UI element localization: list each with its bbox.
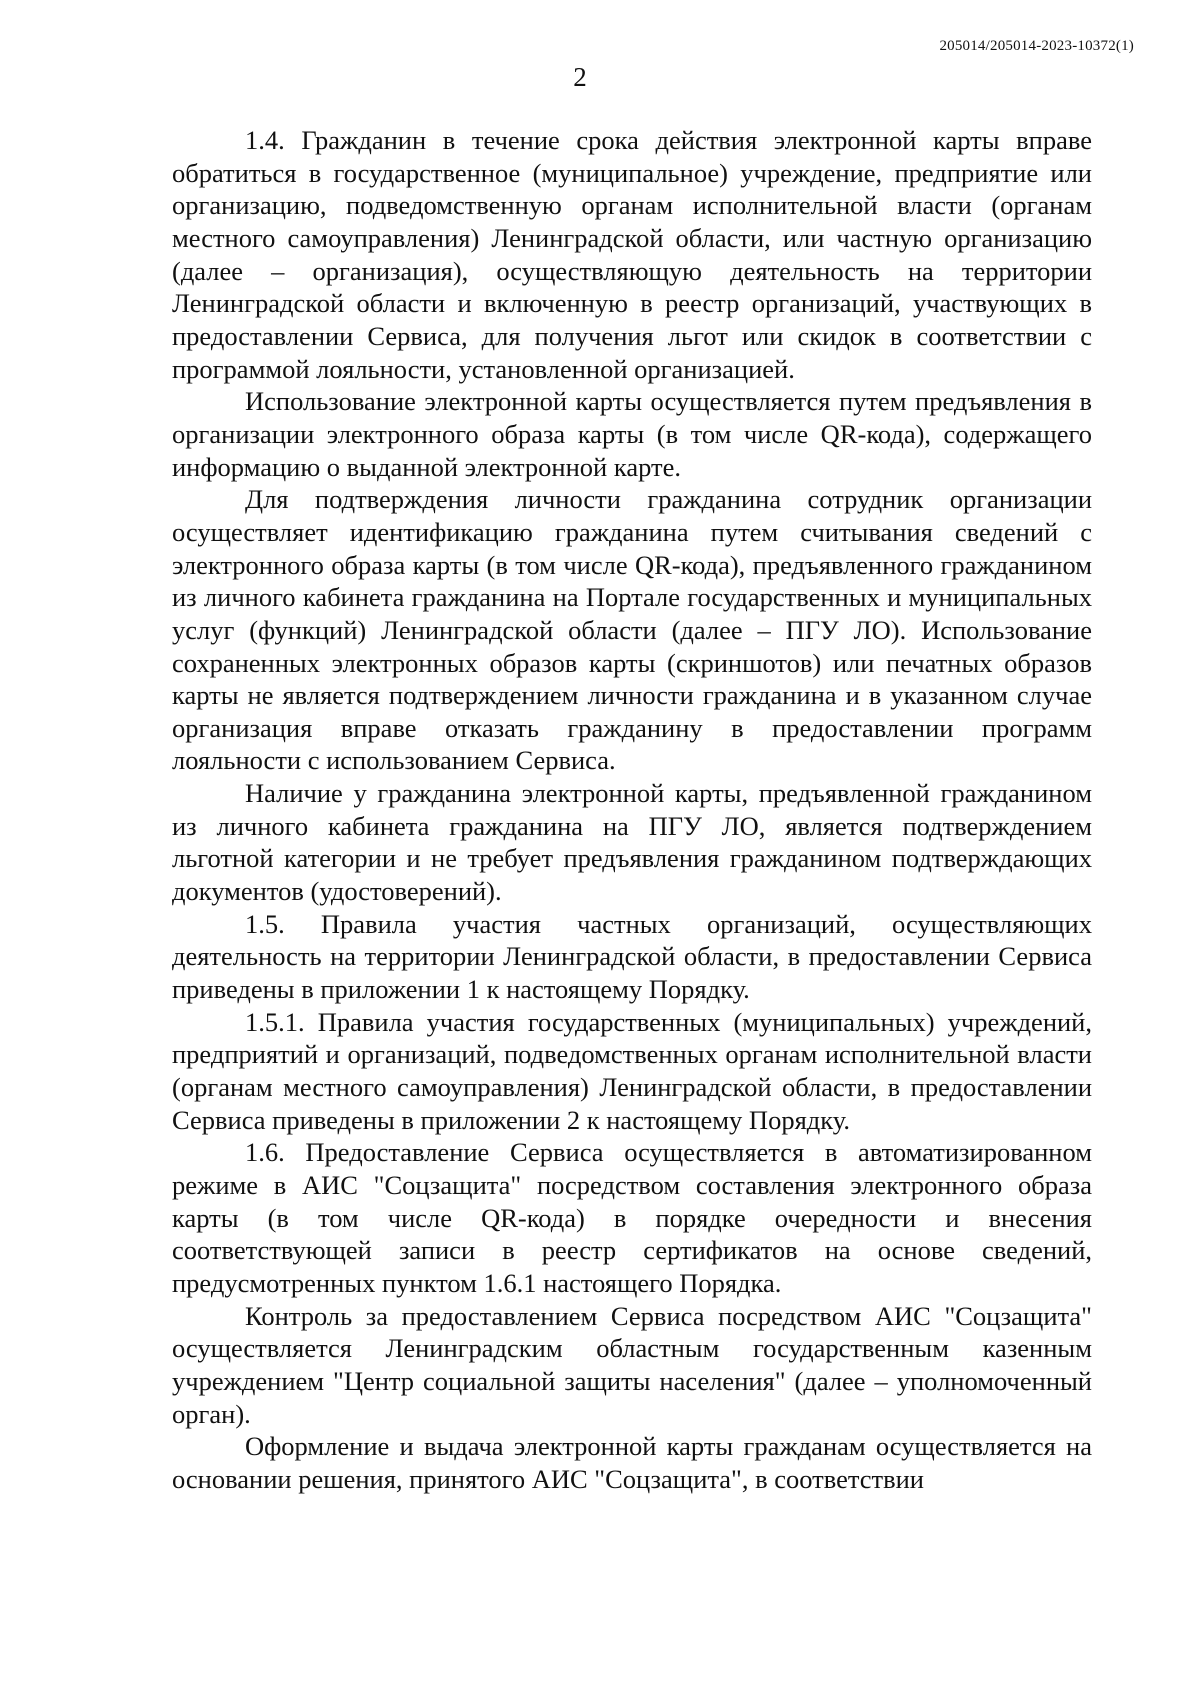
paragraph-identity-verification: Для подтверждения личности гражданина сотрудник организации осуществляет идентификацию гражданина путем считывания сведений с электронного образа карты (в том числе QR-кода), предъявленного гражданином из личного кабинета гражданина на Портале государственных и муниципальных услуг (функций) Ленинградской области (далее – ПГУ ЛО). Использование сохраненных электронных образов карты (скриншотов) или печатных образов карты не является подтверждением личности гражданина и в указанном случае организация вправе отказать гражданину в предоставлении программ лояльности с использованием Сервиса. <box>172 484 1092 776</box>
page-number: 2 <box>573 62 587 92</box>
document-id: 205014/205014-2023-10372(1) <box>939 38 1134 54</box>
paragraph-1-5-1: 1.5.1. Правила участия государственных (муниципальных) учреждений, предприятий и организаций, подведомственных органам исполнительной власти (органам местного самоуправления) Ленинградской области, в предоставлении Сервиса приведены в приложении 2 к настоящему Порядку. <box>172 1006 1092 1135</box>
paragraph-1-4: 1.4. Гражданин в течение срока действия электронной карты вправе обратиться в государственное (муниципальное) учреждение, предприятие или организацию, подведомственную органам исполнительной власти (органам местного самоуправления) Ленинградской области, или частную организацию (далее – организация), осуществляющую деятельность на территории Ленинградской области и включенную в реестр организаций, участвующих в предоставлении Сервиса, для получения льгот или скидок в соответствии с программой лояльности, установленной организацией. <box>172 125 1092 384</box>
document-body <box>172 124 1092 1496</box>
paragraph-issuance: Оформление и выдача электронной карты гражданам осуществляется на основании решения, принятого АИС "Соцзащита", в соответствии <box>172 1431 1092 1494</box>
paragraph-1-5: 1.5. Правила участия частных организаций, осуществляющих деятельность на территории Ленинградской области, в предоставлении Сервиса приведены в приложении 1 к настоящему Порядку. <box>172 908 1092 1005</box>
paragraph-control: Контроль за предоставлением Сервиса посредством АИС "Соцзащита" осуществляется Ленинградским областным государственным казенным учреждением "Центр социальной защиты населения" (далее – уполномоченный орган). <box>172 1300 1092 1429</box>
paragraph-card-usage: Использование электронной карты осуществляется путем предъявления в организации электронного образа карты (в том числе QR-кода), содержащего информацию о выданной электронной карте. <box>172 386 1092 482</box>
paragraph-benefit-category: Наличие у гражданина электронной карты, предъявленной гражданином из личного кабинета гражданина на ПГУ ЛО, является подтверждением льготной категории и не требует предъявления гражданином подтверждающих документов (удостоверений). <box>172 778 1092 907</box>
paragraph-1-6: 1.6. Предоставление Сервиса осуществляется в автоматизированном режиме в АИС "Соцзащита" посредством составления электронного образа карты (в том числе QR-кода) в порядке очередности и внесения соответствующей записи в реестр сертификатов на основе сведений, предусмотренных пунктом 1.6.1 настоящего Порядка. <box>172 1137 1092 1298</box>
